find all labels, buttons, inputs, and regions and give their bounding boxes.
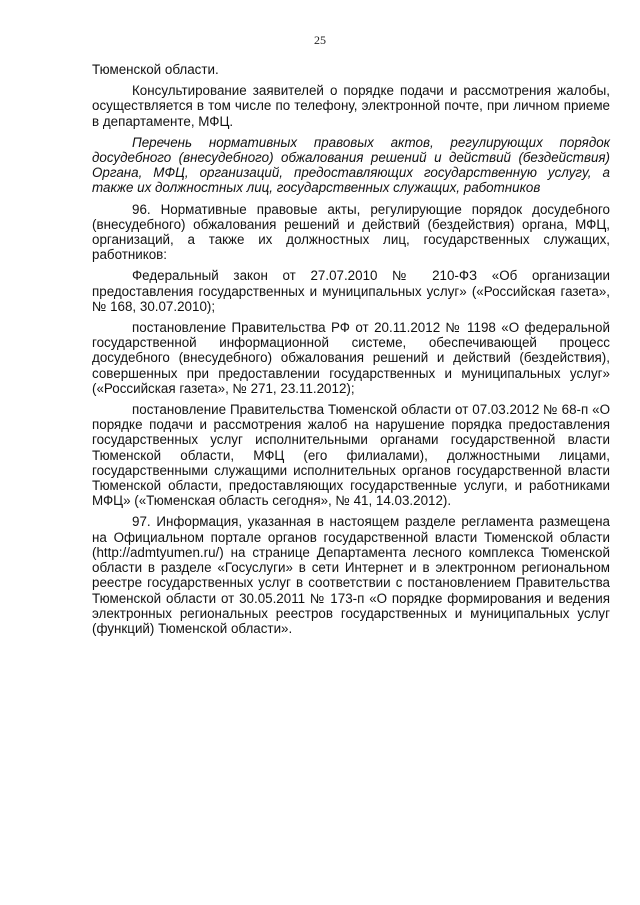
paragraph-regional-decree: постановление Правительства Тюменской области от 07.03.2012 № 68-п «О порядке подачи и рассмотрения жалоб на нарушение порядка предоставления государственных услуг исполнительными органами государственной власти Тюменской области, МФЦ (его филиалами), должностными лицами, государственными служащими исполнительных органов государственной власти Тюменской области, предоставляющих государственные услуги, и работниками МФЦ» («Тюменская область сегодня», № 41, 14.03.2012). xyxy=(92,402,610,509)
paragraph-item-97: 97. Информация, указанная в настоящем разделе регламента размещена на Официальном портале органов государственной власти Тюменской области (http://admtyumen.ru/) на странице Департамента лесного комплекса Тюменской области в разделе «Госуслуги» в сети Интернет и в электронном региональном реестре государственных услуг в соответствии с постановлением Правительства Тюменской области от 30.05.2011 № 173-п «О порядке формирования и ведения электронных региональных реестров государственных и муниципальных услуг (функций) Тюменской области». xyxy=(92,514,610,636)
paragraph-consultation: Консультирование заявителей о порядке подачи и рассмотрения жалобы, осуществляется в том числе по телефону, электронной почте, при личном приеме в департаменте, МФЦ. xyxy=(92,83,610,129)
paragraph-item-96: 96. Нормативные правовые акты, регулирующие порядок досудебного (внесудебного) обжалования решений и действий (бездействия) органа, МФЦ, организаций, а также их должностных лиц, государственных служащих, работников: xyxy=(92,201,610,263)
document-body xyxy=(92,62,610,642)
section-heading-legal-acts: Перечень нормативных правовых актов, регулирующих порядок досудебного (внесудебного) обжалования решений и действий (бездействия) Органа, МФЦ, организаций, предоставляющих государственную услугу, а также их должностных лиц, государственных служащих, работников xyxy=(92,134,610,196)
paragraph-government-decree-rf: постановление Правительства РФ от 20.11.2012 № 1198 «О федеральной государственной информационной системе, обеспечивающей процесс досудебного (внесудебного) обжалования решений и действий (бездействия), совершенных при предоставлении государственных и муниципальных услуг» («Российская газета», № 271, 23.11.2012); xyxy=(92,320,610,396)
paragraph-continuation: Тюменской области. xyxy=(92,62,219,77)
paragraph-federal-law: Федеральный закон от 27.07.2010 № 210-ФЗ «Об организации предоставления государственных и муниципальных услуг» («Российская газета», № 168, 30.07.2010); xyxy=(92,268,610,314)
page-number: 25 xyxy=(314,33,326,47)
